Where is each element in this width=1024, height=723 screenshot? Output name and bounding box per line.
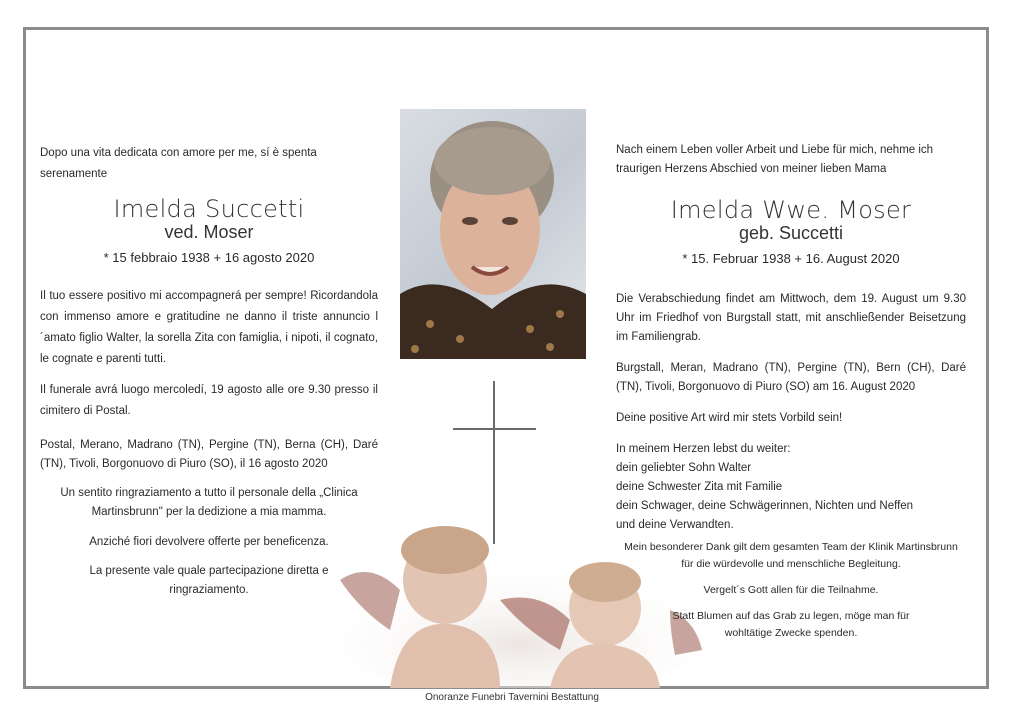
funeral-home-footer: Onoranze Funebri Tavernini Bestattung — [425, 692, 599, 703]
left-name: Imelda Succetti — [113, 195, 305, 223]
right-name: Imelda Wwe. Moser — [670, 196, 912, 224]
right-para-3: Deine positive Art wird mir stets Vorbild sein! — [616, 412, 843, 424]
german-column — [616, 141, 966, 642]
left-para-5: Anziché fiori devolvere offerte per beneficenza. — [89, 536, 329, 548]
left-subname: ved. Moser — [164, 222, 254, 242]
right-family-line-4: dein Schwager, deine Schwägerinnen, Nichten und Neffen — [616, 500, 914, 512]
right-para-1: Die Verabschiedung findet am Mittwoch, dem 19. August um 9.30 Uhr im Friedhof von Burgstall statt, mit anschließender Beisetzung im Familiengrab. — [616, 293, 966, 343]
right-para-2: Burgstall, Meran, Madrano (TN), Pergine (TN), Bern (CH), Daré (TN), Tivoli, Borgonuovo di Piuro (SO) am 16. August 2020 — [616, 362, 966, 393]
left-intro: Dopo una vita dedicata con amore per me, sí è spenta serenamente — [40, 147, 317, 180]
left-para-3: Postal, Merano, Madrano (TN), Pergine (TN), Berna (CH), Daré (TN), Tivoli, Borgonuovo di Piuro (SO), il 16 agosto 2020 — [40, 439, 378, 470]
right-family-line-3: deine Schwester Zita mit Familie — [616, 481, 783, 493]
right-para-6: Vergelt´s Gott allen für die Teilnahme. — [703, 584, 879, 596]
left-dates: * 15 febbraio 1938 + 16 agosto 2020 — [103, 250, 315, 265]
left-para-1: Il tuo essere positivo mi accompagnerá per sempre! Ricordandola con immenso amore e gratitudine ne danno il triste annuncio l´amato figlio Walter, la sorella Zita con famiglia, i nipoti, il cognato, le cognate e parenti tutti. — [40, 290, 378, 365]
right-family-line-1: In meinem Herzen lebst du weiter: — [616, 443, 791, 455]
left-para-4: Un sentito ringraziamento a tutto il personale della „Clinica Martinsbrunn" per la dedizione a mia mamma. — [60, 487, 358, 518]
right-family-list — [616, 440, 966, 535]
right-subname: geb. Succetti — [738, 223, 844, 243]
right-dates: * 15. Februar 1938 + 16. August 2020 — [682, 251, 900, 266]
left-para-6: La presente vale quale partecipazione diretta e ringraziamento. — [89, 565, 329, 596]
right-intro: Nach einem Leben voller Arbeit und Liebe für mich, nehme ich traurigen Herzens Abschied von meiner lieben Mama — [616, 144, 934, 175]
right-para-5: Mein besonderer Dank gilt dem gesamten Team der Klinik Martinsbrunn für die würdevolle und menschliche Begleitung. — [624, 541, 958, 570]
portrait-photo — [400, 109, 586, 359]
right-para-7: Statt Blumen auf das Grab zu legen, möge man für wohltätige Zwecke spenden. — [672, 610, 910, 639]
cross-horizontal — [453, 428, 536, 430]
right-family-line-5: und deine Verwandten. — [616, 519, 734, 531]
right-family-line-2: dein geliebter Sohn Walter — [616, 462, 752, 474]
italian-column — [40, 143, 378, 600]
left-para-2: Il funerale avrá luogo mercoledí, 19 agosto alle ore 9.30 presso il cimitero di Postal. — [40, 384, 378, 417]
